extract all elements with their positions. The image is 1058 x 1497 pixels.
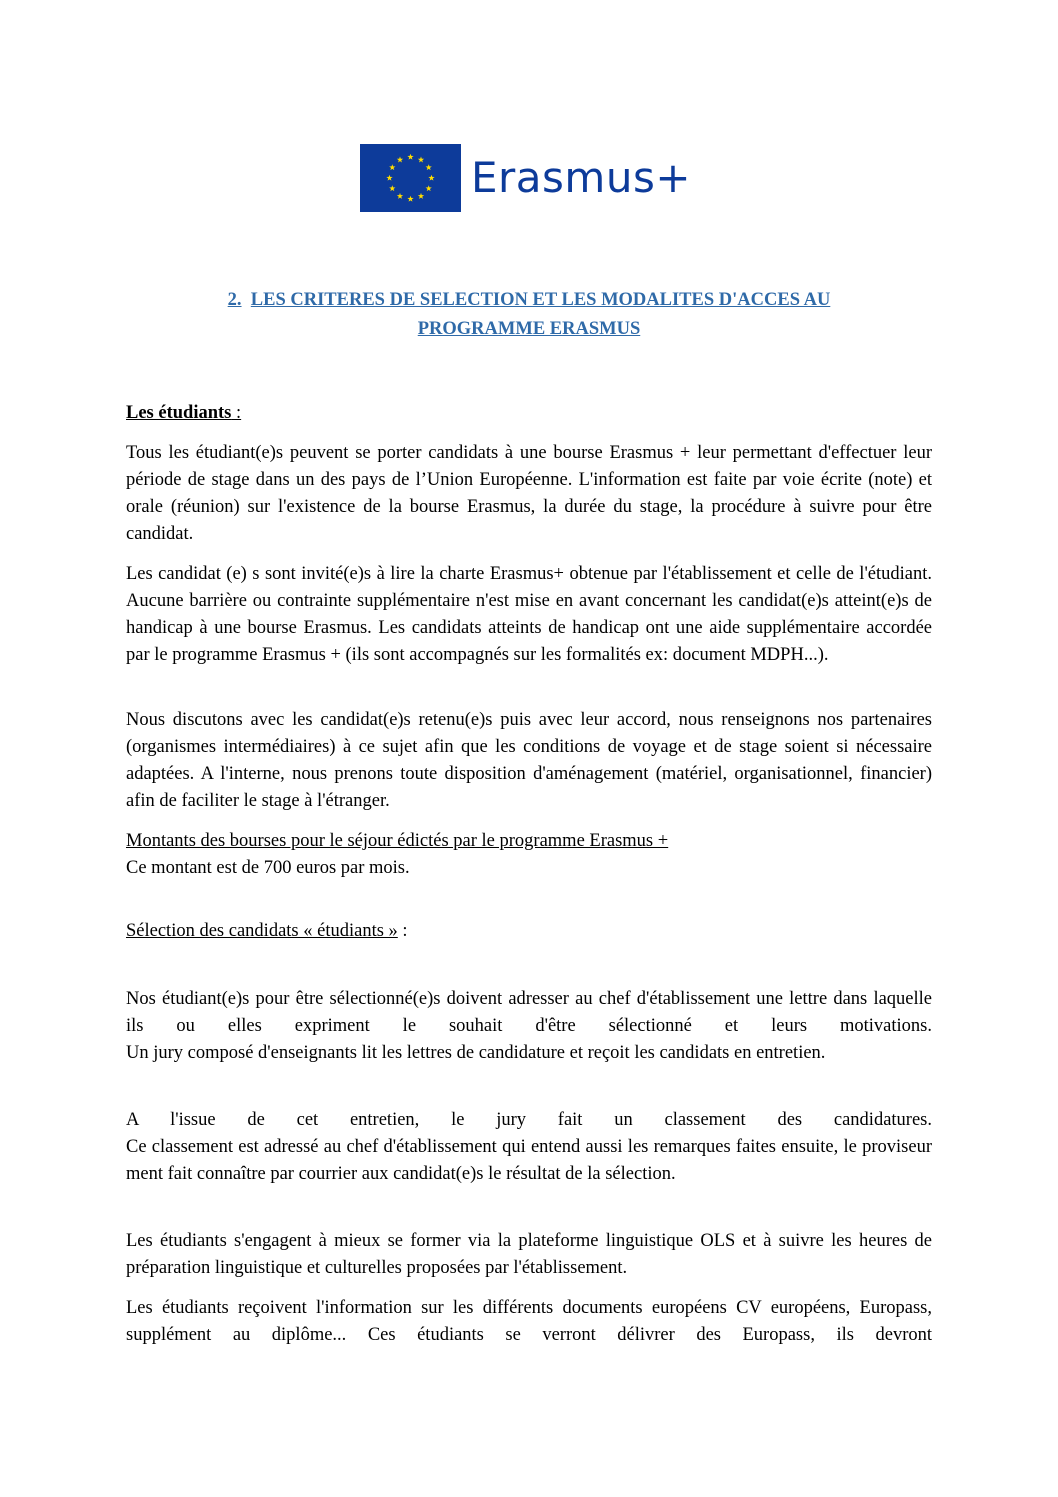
selection-title	[126, 918, 932, 945]
logo-wordmark: Erasmus+	[471, 153, 692, 202]
heading-text-1: LES CRITERES DE SELECTION ET LES MODALITES D'ACCES AU	[250, 290, 831, 310]
selection-paragraph-1: Nos étudiant(e)s pour être sélectionné(e)s doivent adresser au chef d'établissement une lettre dans laquelle ils ou elles expriment le souhait d'être sélectionné et leurs motivations.	[126, 989, 932, 1036]
students-title	[126, 400, 932, 427]
eu-flag-icon	[360, 144, 461, 212]
amounts-title: Montants des bourses pour le séjour édictés par le programme Erasmus +	[126, 831, 669, 851]
students-paragraph-2: Les candidat (e) s sont invité(e)s à lire la charte Erasmus+ obtenue par l'établissement et celle de l'étudiant. Aucune barrière ou contrainte supplémentaire n'est mise en avant concernant les candidat(e)s atteint(e)s de handicap à une bourse Erasmus. Les candidats atteints de handicap ont une aide supplémentaire accordée par le programme Erasmus + (ils sont accompagnés sur les formalités ex: document MDPH...).	[126, 564, 932, 665]
students-paragraph-1: Tous les étudiant(e)s peuvent se porter candidats à une bourse Erasmus + leur permettant d'effectuer leur période de stage dans un des pays de l’Union Européenne. L'information est faite par voie écrite (note) et orale (réunion) sur l'existence de la bourse Erasmus, la durée du stage, la procédure à suivre pour être candidat.	[126, 443, 932, 544]
heading-number: 2.	[227, 290, 242, 310]
heading-line-2	[150, 315, 908, 344]
amounts-block	[126, 828, 932, 882]
selection-title-text: Sélection des candidats « étudiants »	[126, 921, 398, 941]
selection-paragraph-4: Les étudiants reçoivent l'information sur les différents documents européens CV européens, Europass, supplément au diplôme... Ces étudiants se verront délivrer des Europass, ils devront	[126, 1298, 932, 1345]
students-title-text: Les étudiants	[126, 403, 232, 423]
section-heading	[150, 286, 908, 344]
heading-text-2: PROGRAMME ERASMUS	[417, 319, 641, 339]
amounts-text: Ce montant est de 700 euros par mois.	[126, 858, 410, 878]
heading-line-1	[150, 286, 908, 315]
selection-title-suffix: :	[397, 921, 408, 941]
selection-paragraph-2a: A l'issue de cet entretien, le jury fait un classement des candidatures.	[126, 1110, 932, 1130]
erasmus-logo	[360, 144, 691, 212]
students-title-suffix: :	[231, 403, 242, 423]
students-paragraph-3: Nous discutons avec les candidat(e)s retenu(e)s puis avec leur accord, nous renseignons nos partenaires (organismes intermédiaires) à ce sujet afin que les conditions de voyage et de stage soient si nécessaire adaptées. A l'interne, nous prenons toute disposition d'aménagement (matériel, organisationnel, financier) afin de faciliter le stage à l'étranger.	[126, 710, 932, 811]
selection-paragraph-3: Les étudiants s'engagent à mieux se former via la plateforme linguistique OLS et à suivre les heures de préparation linguistique et culturelles proposées par l'établissement.	[126, 1231, 932, 1278]
selection-paragraph-2b: Ce classement est adressé au chef d'établissement qui entend aussi les remarques faites ensuite, le proviseur ment fait connaître par courrier aux candidat(e)s le résultat de la sélection.	[126, 1137, 932, 1184]
selection-paragraph-1b: Un jury composé d'enseignants lit les lettres de candidature et reçoit les candidats en entretien.	[126, 1043, 826, 1063]
